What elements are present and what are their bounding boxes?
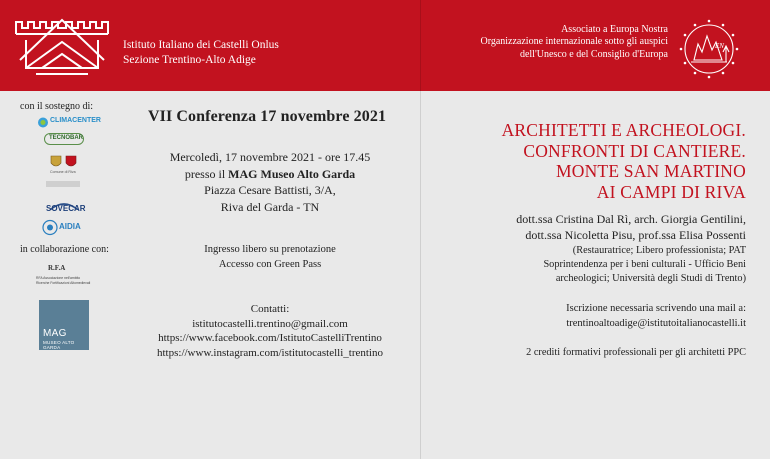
castle-logo-icon — [12, 12, 112, 78]
europa-nostra-logo-icon — [676, 16, 742, 82]
coat-of-arms-icon — [48, 154, 80, 170]
talk-title-line-1: ARCHITETTI E ARCHEOLOGI. — [501, 120, 746, 140]
roles-line-2: Soprintendenza per i beni culturali - Ufficio Beni — [543, 258, 746, 270]
access-line-1: Ingresso libero su prenotazione — [204, 244, 336, 255]
comune-riva-logo — [48, 154, 80, 176]
org-section-line: Sezione Trentino-Alto Adige — [123, 53, 256, 66]
speakers — [430, 211, 746, 243]
access-info — [150, 242, 390, 272]
speakers-line-1: dott.ssa Cristina Dal Rì, arch. Giorgia Gentilini, — [516, 212, 746, 226]
talk-title — [430, 120, 746, 202]
event-date: Mercoledì, 17 novembre 2021 - ore 17.45 — [169, 150, 371, 164]
venue-prefix: presso il — [184, 166, 229, 181]
contacts-label: Contatti: — [250, 303, 290, 315]
affiliation-text — [338, 24, 668, 61]
svg-text:EN: EN — [715, 42, 724, 50]
affiliation-line-2: Organizzazione internazionale sotto gli auspici — [480, 36, 668, 48]
climacenter-logo — [37, 116, 101, 129]
tecnobar-logo — [44, 133, 84, 145]
roles-line-1: (Restauratrice; Libero professionista; PAT — [572, 245, 746, 256]
sovecar-logo — [44, 197, 84, 215]
rfa-caption-1: RFA Associazione nell'ambito — [36, 276, 81, 280]
organization-name — [123, 38, 279, 67]
credits-note: 2 crediti formativi professionali per gli architetti PPC — [526, 347, 746, 358]
contact-instagram-link[interactable]: https://www.instagram.com/istitutocastelli_trentino — [157, 346, 383, 359]
talk-title-line-4: AI CAMPI DI RIVA — [596, 181, 746, 202]
event-city: Riva del Garda - TN — [220, 199, 320, 214]
aidia-logo — [42, 219, 84, 236]
logo-placeholder-strip — [46, 181, 80, 187]
talk-title-line-2: CONFRONTI DI CANTIERE. — [523, 140, 746, 161]
sovecar-text: SOVECAR — [46, 204, 86, 213]
contact-facebook-link[interactable]: https://www.facebook.com/IstitutoCastelliTrentino — [158, 332, 382, 344]
tecnobar-text: TECNOBAR — [49, 135, 83, 141]
rfa-caption-2: Ricerche Fortificazioni Altomedievali — [36, 281, 91, 285]
mag-logo-subtitle: MUSEO ALTO GARDA — [43, 340, 75, 350]
mag-logo-title: MAG — [43, 328, 67, 339]
climacenter-text: CLIMACENTER — [50, 117, 101, 124]
venue-name: MAG Museo Alto Garda — [228, 166, 356, 181]
roles-line-3: archeologici; Università degli Studi di Trento) — [555, 272, 746, 284]
event-details — [150, 149, 390, 215]
speaker-roles — [470, 244, 746, 285]
signup-label: Iscrizione necessaria scrivendo una mail a: — [566, 303, 746, 314]
org-name-line: Istituto Italiano dei Castelli Onlus — [123, 39, 279, 51]
rfa-logo — [36, 262, 92, 290]
signup-info — [470, 302, 746, 331]
speakers-line-2: dott.ssa Nicoletta Pisu, prof.ssa Elisa Possenti — [525, 228, 746, 242]
support-label: con il sostegno di: — [20, 101, 94, 112]
collaboration-label: in collaborazione con: — [20, 244, 109, 255]
affiliation-line-1: Associato a Europa Nostra — [561, 24, 668, 35]
event-address: Piazza Cesare Battisti, 3/A, — [204, 183, 336, 197]
talk-title-line-3: MONTE SAN MARTINO — [556, 161, 746, 181]
aidia-text: AIDIA — [59, 222, 81, 231]
conference-title: VII Conferenza 17 novembre 2021 — [148, 108, 387, 125]
affiliation-line-3: dell'Unesco e del Consiglio d'Europa — [519, 48, 668, 60]
contacts-block — [140, 302, 400, 360]
signup-email-link[interactable]: trentinoaltoadige@istitutoitalianocastelli.it — [566, 317, 746, 329]
event-venue — [150, 166, 390, 183]
mag-museum-logo — [39, 300, 89, 350]
contact-email-link[interactable]: istitutocastelli.trentino@gmail.com — [192, 317, 348, 330]
comune-riva-text: Comune di Riva — [50, 170, 76, 174]
access-line-2: Accesso con Green Pass — [218, 259, 322, 270]
rfa-mark: R.F.A — [48, 264, 66, 272]
